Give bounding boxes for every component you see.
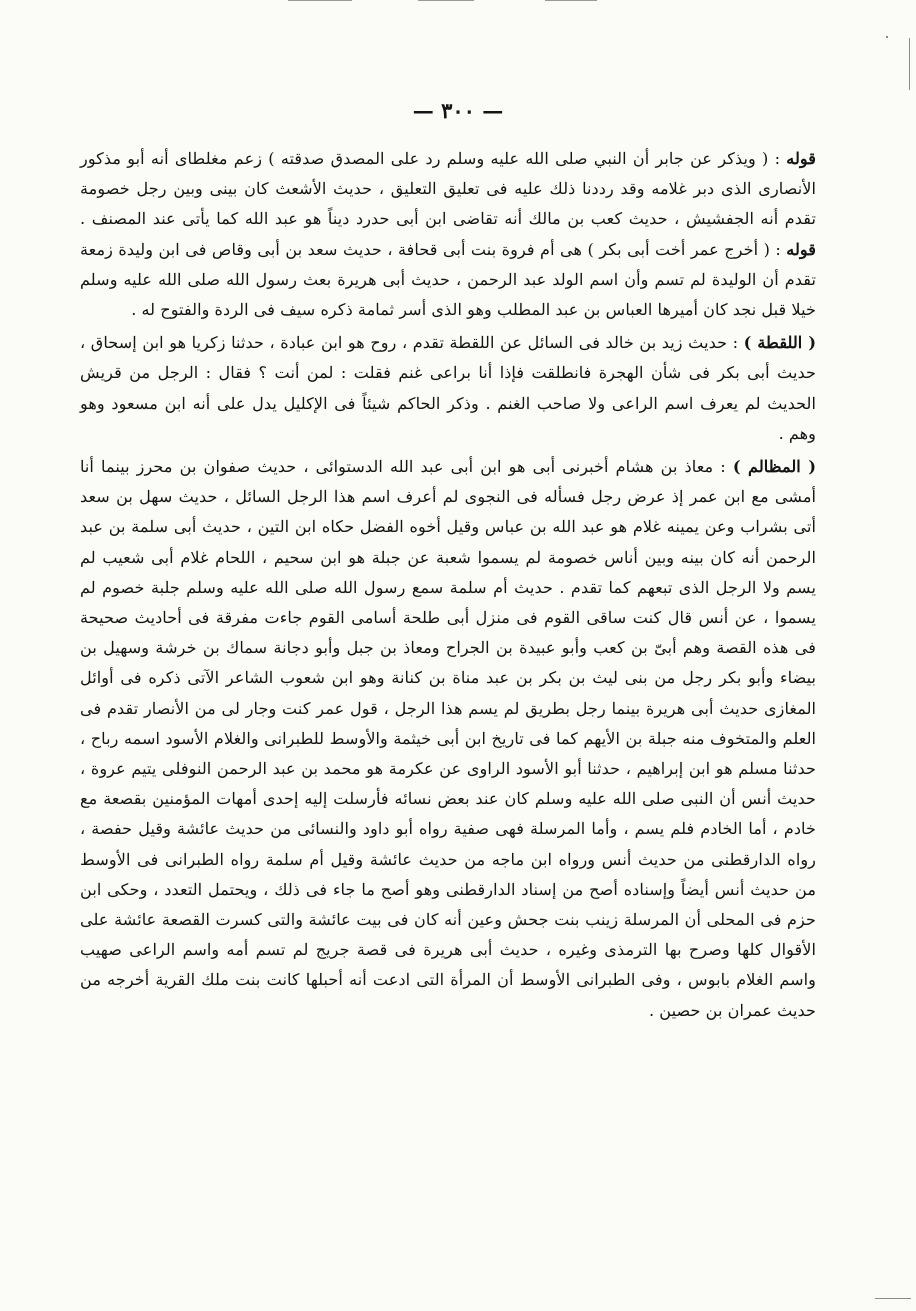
paragraph-text: : حديث زيد بن خالد فى السائل عن اللقطة تقدم ، روح هو ابن عبادة ، حدثنا زكريا هو ابن إسحاق ، حديث أبى بكر فى شأن الهجرة فانطلقت فإذا أنا براعى غنم فقلت : لمن أنت ؟ فقال : الرجل من قريش الحديث لم يعرف اسم الراعى ولا صاحب الغنم . وذكر الحاكم شيئاً فى الإكليل يدل على أنه ابن مسعود وهو وهم . xyxy=(80,333,816,443)
scan-edge-line xyxy=(288,0,352,1)
paragraph-lead: قوله xyxy=(786,149,816,168)
paragraph-lead: ( اللقطة ) xyxy=(743,333,817,353)
paragraph-text: : ( أخرج عمر أخت أبى بكر ) هى أم فروة بنت أبى قحافة ، حديث سعد بن أبى وقاص فى ابن وليدة زمعة تقدم أن الوليدة لم تسم وأن اسم الولد عبد الرحمن ، حديث أبى هريرة بعث رسول الله صلى الله عليه وسلم خيلا قبل نجد كان أميرها العباس بن عبد المطلب وهو الذى أسر ثمامة ذكره سيف فى الردة والفتوح له . xyxy=(80,239,816,320)
paragraph-mazalim xyxy=(80,452,816,1026)
scan-edge-line xyxy=(418,0,474,1)
page-number: — ٣٠٠ — xyxy=(412,98,504,123)
scan-edge-mark xyxy=(875,1298,911,1299)
scan-edge-mark xyxy=(886,36,888,38)
paragraph-lead: قوله xyxy=(786,239,816,259)
paragraph-lead: ( المظالم ) xyxy=(732,457,816,477)
body-text xyxy=(80,144,816,1026)
paragraph-luqata xyxy=(80,328,816,449)
scan-edge-line xyxy=(545,0,597,1)
scan-edge-mark xyxy=(909,38,910,90)
paragraph-text: : ( ويذكر عن جابر أن النبي صلى الله عليه وسلم رد على المصدق صدقته ) زعم مغلطاى أنه أبو مذكور الأنصارى الذى دبر غلامه وقد رددنا ذلك عليه فى تعليق التعليق ، حديث الأشعث كان بينى وبين رجل خصومة تقدم أنه الجفشيش ، حديث كعب بن مالك أنه تقاضى ابن أبى حدرد ديناً هو عبد الله كما يأتى عند المصنف . xyxy=(80,149,816,229)
paragraph-text: : معاذ بن هشام أخبرنى أبى هو ابن أبى عبد الله الدستوائى ، حديث صفوان بن محرز بينما أنا أمشى مع ابن عمر إذ عرض رجل فسأله فى النجوى لم أعرف اسم هذا الرجل السائل ، حديث سهل بن سعد أتى بشراب وعن يمينه غلام هو عبد الله بن عباس وقيل أخوه الفضل حكاه ابن التين ، حديث أبى سلمة بن عبد الرحمن أنه كان بينه وبين أناس خصومة لم يسموا شعبة عن جبلة هو ابن سحيم ، اللحام غلام أبى شعيب لم يسم ولا الرجل الذى تبعهم كما تقدم . حديث أم سلمة سمع رسول الله صلى الله عليه وسلم جلبة خصوم لم يسموا ، عن أنس قال كنت ساقى القوم فى منزل أبى طلحة أسامى القوم جاءت مفرقة فى أحاديث صحيحة فى هذه القصة وهم أبىّ بن كعب وأبو عبيدة بن الجراح ومعاذ بن جبل وأبو دجانة سماك بن خرشة وسهيل بن بيضاء وأبو بكر رجل من بنى ليث بن بكر بن عبد مناة بن كنانة وهو ابن شعوب الشاعر الآتى ذكره فى أوائل المغازى حديث أبى هريرة بينما رجل بطريق لم يسم هذا الرجل ، قول عمر كنت وجار لى من الأنصار تقدم فى العلم والمتخوف منه جبلة بن الأيهم كما فى تاريخ ابن أبى خيثمة والأوسط للطبرانى والغلام الأسود اسمه رباح ، حدثنا مسلم هو ابن إبراهيم ، حدثنا أبو الأسود الراوى عن عكرمة هو محمد بن عبد الرحمن النوفلى يتيم عروة ، حديث أنس أن النبى صلى الله عليه وسلم كان عند بعض نسائه فأرسلت إليه إحدى أمهات المؤمنين بقصعة مع خادم ، أما الخادم فلم يسم ، وأما المرسلة فهى صفية رواه أبو داود والنسائى من حديث عائشة وقيل حفصة ، رواه الدارقطنى من حديث أنس ورواه ابن ماجه من حديث عائشة وقيل أم سلمة رواه الطبرانى فى الأوسط من حديث أنس أيضاً وإسناده أصح من إسناد الدارقطنى وهو أصح ما جاء فى ذلك ، ويحتمل التعدد ، وحكى ابن حزم فى المحلى أن المرسلة زينب بنت جحش وعين أنه كان فى بيت عائشة والتى كسرت القصعة عائشة على الأقوال كلها وصرح بها الترمذى وغيره ، حديث أبى هريرة فى قصة جريج لم تسم أمه واسم الراعى صهيب واسم الغلام بابوس ، وفى الطبرانى الأوسط أن المرأة التى ادعت أنه أحبلها كانت بنت ملك القرية أخرجه من حديث عمران بن حصين . xyxy=(80,457,816,1020)
paragraph-qawluhu-1 xyxy=(80,144,816,325)
